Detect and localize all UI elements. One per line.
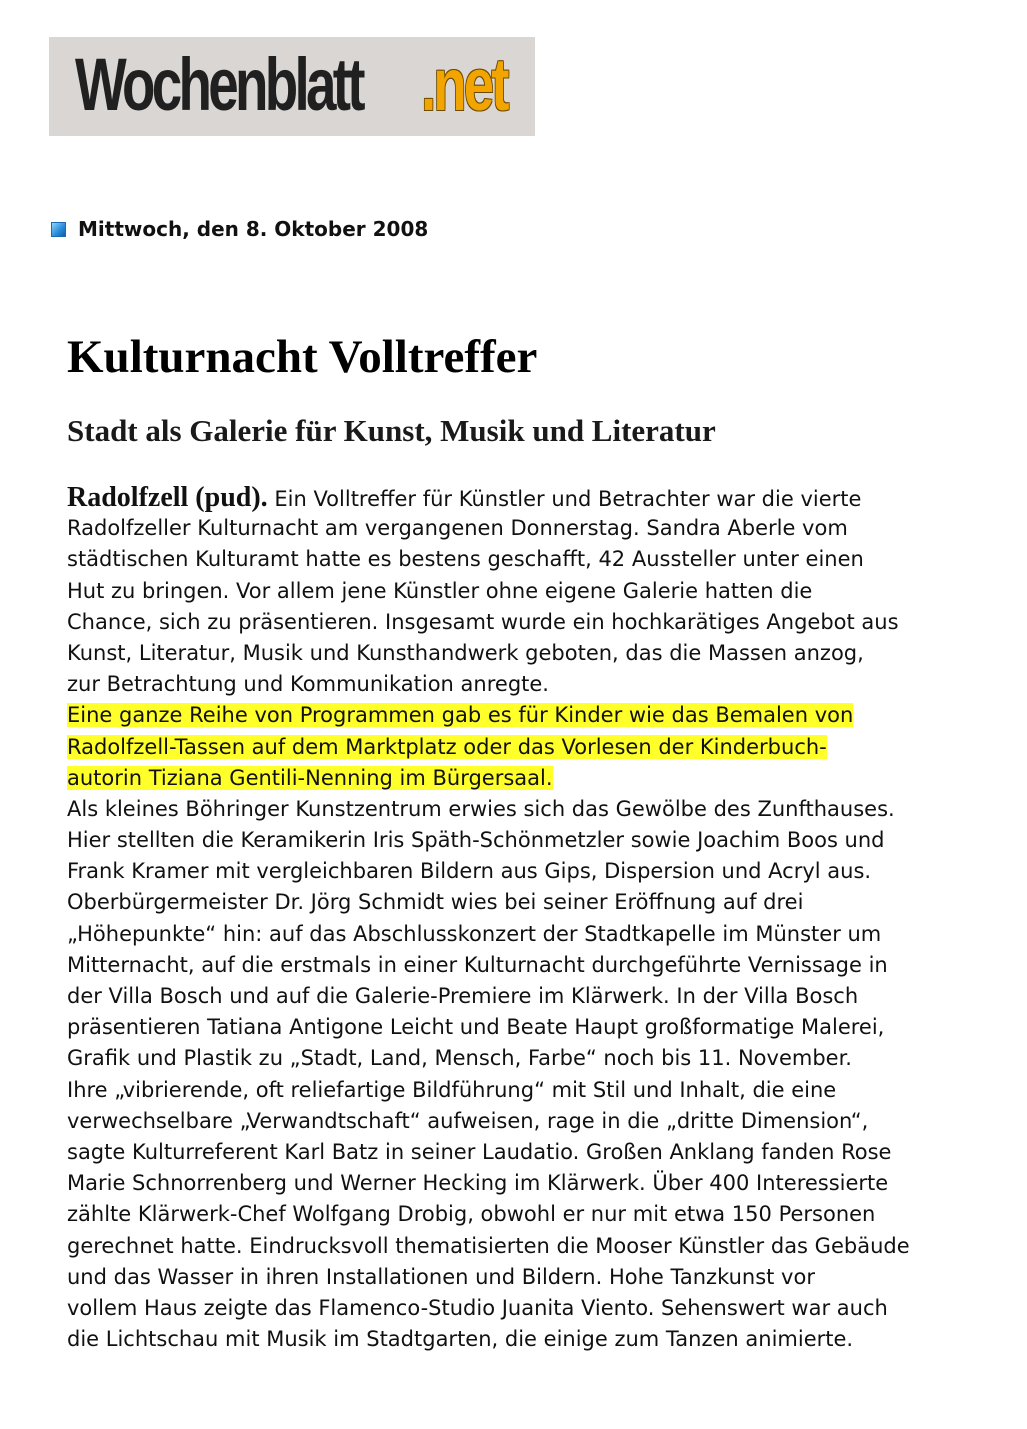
article-body xyxy=(67,482,987,1355)
body-line: Hier stellten die Keramikerin Iris Späth-Schönmetzler sowie Joachim Boos und xyxy=(67,828,885,853)
body-line: Mitternacht, auf die erstmals in einer Kulturnacht durchgeführte Vernissage in xyxy=(67,952,888,977)
highlighted-line xyxy=(67,763,987,794)
article-dateline: Radolfzell (pud). xyxy=(67,482,268,513)
highlighted-text: autorin Tiziana Gentili-Nenning im Bürgersaal. xyxy=(67,765,553,790)
body-line: die Lichtschau mit Musik im Stadtgarten, die einige zum Tanzen animierte. xyxy=(67,1327,854,1352)
body-line-text: Ein Volltreffer für Künstler und Betrachter war die vierte xyxy=(267,487,862,511)
article-headline: Kulturnacht Volltreffer xyxy=(67,331,538,383)
body-line: Hut zu bringen. Vor allem jene Künstler ohne eigene Galerie hatten die xyxy=(67,578,813,603)
article-subheadline: Stadt als Galerie für Kunst, Musik und Literatur xyxy=(67,413,716,448)
highlighted-line xyxy=(67,732,987,763)
square-bullet-icon xyxy=(51,222,66,237)
body-line: Als kleines Böhringer Kunstzentrum erwies sich das Gewölbe des Zunfthauses. xyxy=(67,796,895,821)
body-line: Kunst, Literatur, Musik und Kunsthandwerk geboten, das die Massen anzog, xyxy=(67,640,864,665)
highlighted-text: Eine ganze Reihe von Programmen gab es für Kinder wie das Bemalen von xyxy=(67,703,854,728)
body-line: städtischen Kulturamt hatte es bestens geschafft, 42 Aussteller unter einen xyxy=(67,547,864,572)
body-line: Oberbürgermeister Dr. Jörg Schmidt wies bei seiner Eröffnung auf drei xyxy=(67,890,804,915)
highlighted-line xyxy=(67,700,987,731)
body-line: präsentieren Tatiana Antigone Leicht und Beate Haupt großformatige Malerei, xyxy=(67,1015,885,1040)
body-line: sagte Kulturreferent Karl Batz in seiner Laudatio. Großen Anklang fanden Rose xyxy=(67,1139,892,1164)
body-line: Grafik und Plastik zu „Stadt, Land, Mensch, Farbe“ noch bis 11. November. xyxy=(67,1046,852,1071)
body-line: der Villa Bosch und auf die Galerie-Premiere im Klärwerk. In der Villa Bosch xyxy=(67,984,859,1008)
publication-date: Mittwoch, den 8. Oktober 2008 xyxy=(78,217,429,241)
body-line: „Höhepunkte“ hin: auf das Abschlusskonzert der Stadtkapelle im Münster um xyxy=(67,921,882,946)
body-line: Radolfzeller Kulturnacht am vergangenen Donnerstag. Sandra Aberle vom xyxy=(67,516,848,541)
highlighted-text: Radolfzell-Tassen auf dem Marktplatz oder das Vorlesen der Kinderbuch- xyxy=(67,734,827,759)
body-line: Ihre „vibrierende, oft reliefartige Bildführung“ mit Stil und Inhalt, die eine xyxy=(67,1077,837,1102)
body-line: zählte Klärwerk-Chef Wolfgang Drobig, obwohl er nur mit etwa 150 Personen xyxy=(67,1202,876,1227)
body-line: Chance, sich zu präsentieren. Insgesamt wurde ein hochkarätiges Angebot aus xyxy=(67,609,899,634)
wochenblatt-logo xyxy=(49,37,535,136)
body-line: gerechnet hatte. Eindrucksvoll thematisierten die Mooser Künstler das Gebäude xyxy=(67,1233,910,1258)
logo-wordmark: Wochenblatt xyxy=(75,43,362,126)
date-row xyxy=(51,216,428,242)
body-line: verwechselbare „Verwandtschaft“ aufweisen, rage in die „dritte Dimension“, xyxy=(67,1108,869,1133)
body-line: vollem Haus zeigte das Flamenco-Studio Juanita Viento. Sehenswert war auch xyxy=(67,1295,888,1320)
body-line: zur Betrachtung und Kommunikation anregte. xyxy=(67,672,549,697)
body-line xyxy=(67,482,987,513)
logo-suffix: .net xyxy=(421,43,507,126)
body-line: und das Wasser in ihren Installationen und Bildern. Hohe Tanzkunst vor xyxy=(67,1264,815,1289)
body-line: Frank Kramer mit vergleichbaren Bildern aus Gips, Dispersion und Acryl aus. xyxy=(67,859,872,884)
body-line: Marie Schnorrenberg und Werner Hecking im Klärwerk. Über 400 Interessierte xyxy=(67,1171,889,1196)
